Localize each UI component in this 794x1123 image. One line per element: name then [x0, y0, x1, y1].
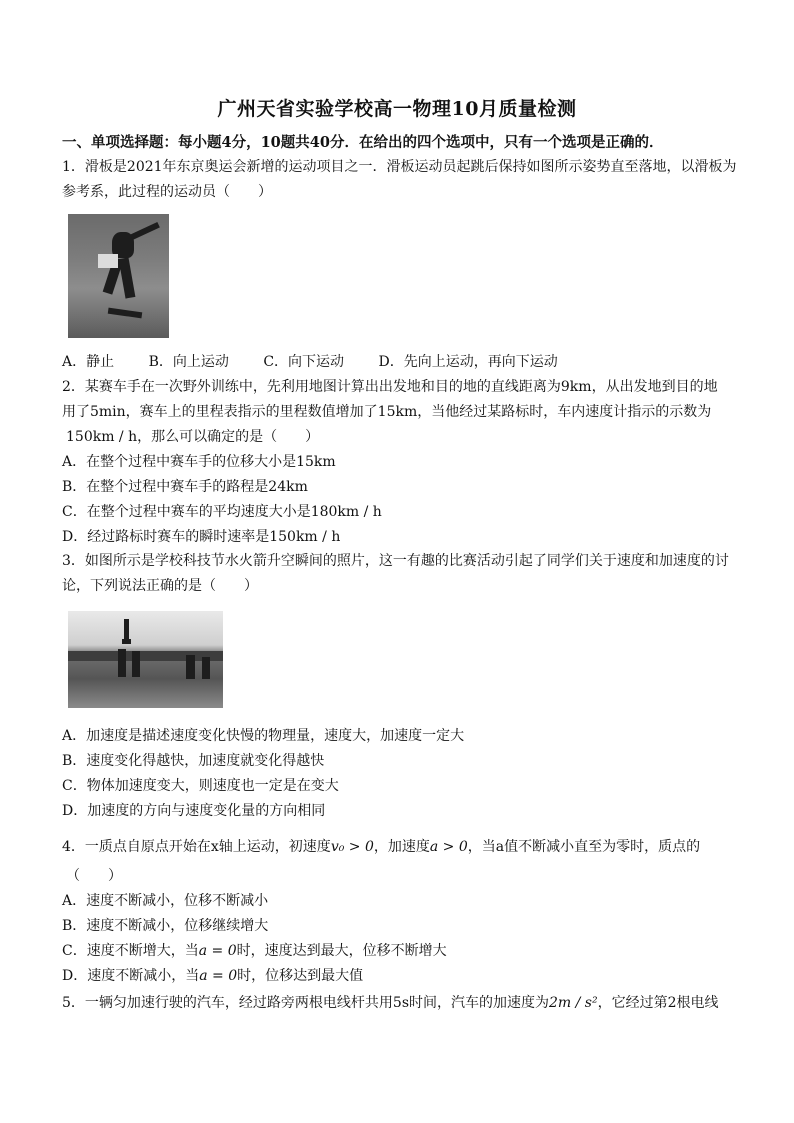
q4-option-c-math: a = 0 [198, 943, 237, 959]
q4-option-d-math: a = 0 [199, 968, 238, 984]
q2-stem-line2: 用了5min，赛车上的里程表指示的里程数值增加了15km，当他经过某路标时，车内速度计指示的示数为 [62, 404, 712, 420]
skater-shirt [98, 254, 118, 268]
q2-stem-line3: 150km / h，那么可以确定的是（ ） [66, 429, 320, 445]
person [202, 657, 210, 679]
q4-stem-line2: （ ） [66, 868, 122, 884]
q4-option-c [62, 941, 447, 961]
q3-stem-line2: 论，下列说法正确的是（ ） [62, 578, 258, 594]
q1-option-d: D．先向上运动，再向下运动 [378, 354, 558, 370]
q1-stem-line1: 1．滑板是2021年东京奥运会新增的运动项目之一．滑板运动员起跳后保持如图所示姿势直至落地，以滑板为 [62, 159, 737, 175]
q4-option-d [62, 966, 363, 986]
q5-stem-line1 [62, 993, 719, 1013]
section-heading: 一、单项选择题：每小题4分，10题共40分．在给出的四个选项中，只有一个选项是正确的． [62, 134, 664, 151]
q1-option-c: C．向下运动 [263, 354, 345, 370]
water-rocket-photo [68, 611, 223, 708]
q4-option-b: B．速度不断减小，位移继续增大 [62, 918, 269, 934]
q2-option-d: D．经过路标时赛车的瞬时速率是150km / h [62, 529, 341, 545]
q4-stem-b: ，加速度 [373, 839, 430, 855]
q5-stem-b: ，它经过第2根电线 [597, 995, 719, 1011]
q4-option-a: A．速度不断减小，位移不断减小 [62, 893, 269, 909]
rocket-fins [122, 639, 131, 644]
q4-option-d-a: D．速度不断减小，当 [62, 968, 200, 984]
q3-option-b: B．速度变化得越快，加速度就变化得越快 [62, 753, 325, 769]
q4-option-d-c: 时，位移达到最大值 [237, 968, 364, 984]
q1-stem-line2: 参考系，此过程的运动员（ ） [62, 184, 272, 200]
skateboard [108, 308, 143, 319]
q3-option-c: C．物体加速度变大，则速度也一定是在变大 [62, 778, 339, 794]
person [186, 655, 195, 679]
q2-option-b: B．在整个过程中赛车手的路程是24km [62, 479, 308, 495]
q4-option-c-c: 时，速度达到最大，位移不断增大 [236, 943, 447, 959]
q1-option-b: B．向上运动 [148, 354, 229, 370]
q3-option-d: D．加速度的方向与速度变化量的方向相同 [62, 803, 326, 819]
q3-stem-line1: 3．如图所示是学校科技节水火箭升空瞬间的照片，这一有趣的比赛活动引起了同学们关于速度和加速度的讨 [62, 553, 729, 569]
q4-stem-c: ，当a值不断减小直至为零时，质点的 [467, 839, 701, 855]
q4-stem-a: 4．一质点自原点开始在x轴上运动，初速度 [62, 839, 331, 855]
page-title: 广州天省实验学校高一物理10月质量检测 [217, 98, 577, 120]
q5-acceleration: 2m / s² [549, 995, 598, 1011]
person [132, 651, 140, 677]
skateboard-photo [68, 214, 169, 338]
q3-option-a: A．加速度是描述速度变化快慢的物理量，速度大，加速度一定大 [62, 728, 465, 744]
person [118, 649, 126, 677]
q1-options [62, 352, 588, 372]
q5-stem-a: 5．一辆匀加速行驶的汽车，经过路旁两根电线杆共用5s时间，汽车的加速度为 [62, 995, 549, 1011]
q4-v0-condition: v₀ > 0 [330, 839, 374, 855]
q2-option-c: C．在整个过程中赛车的平均速度大小是180km / h [62, 504, 382, 520]
q4-option-c-a: C．速度不断增大，当 [62, 943, 199, 959]
q1-option-a: A．静止 [62, 354, 115, 370]
skater-leg [119, 257, 136, 298]
skater-arm [130, 222, 160, 240]
q2-option-a: A．在整个过程中赛车手的位移大小是15km [62, 454, 336, 470]
q4-stem-line1 [62, 837, 700, 857]
q2-stem-line1: 2．某赛车手在一次野外训练中，先利用地图计算出出发地和目的地的直线距离为9km，从出发地到目的地 [62, 379, 718, 395]
q4-a-condition: a > 0 [429, 839, 468, 855]
treeline [68, 651, 223, 661]
